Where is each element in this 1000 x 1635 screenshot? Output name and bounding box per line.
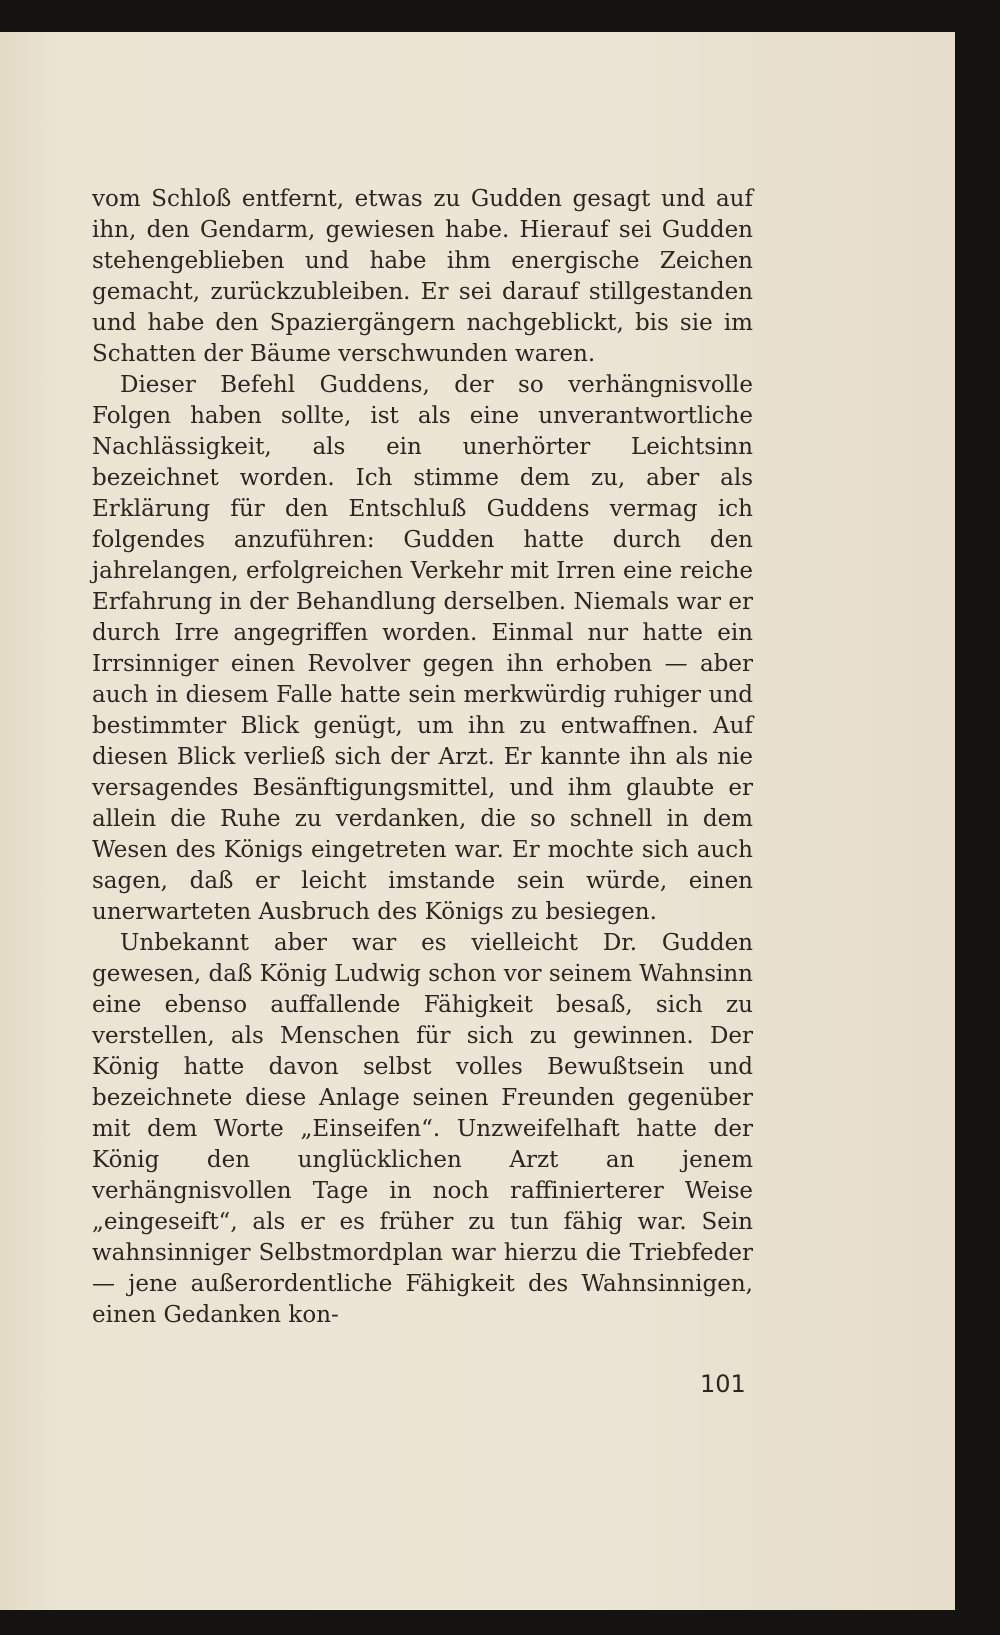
paragraph-1: vom Schloß entfernt, etwas zu Gudden gesagt und auf ihn, den Gendarm, gewiesen habe. Hierauf sei Gudden stehengeblieben und habe ihm energische Zeichen gemacht, zurückzubleiben. Er sei darauf stillgestanden und habe den Spaziergängern nachgeblickt, bis sie im Schatten der Bäume verschwunden waren. xyxy=(92,186,753,367)
page-number: 101 xyxy=(700,1370,746,1398)
paragraph-3: Unbekannt aber war es vielleicht Dr. Gudden gewesen, daß König Ludwig schon vor seinem Wahnsinn eine ebenso auffallende Fähigkeit besaß, sich zu verstellen, als Menschen für sich zu gewinnen. Der König hatte davon selbst volles Bewußtsein und bezeichnete diese Anlage seinen Freunden gegenüber mit dem Worte „Einseifen“. Unzweifelhaft hatte der König den unglücklichen Arzt an jenem verhängnisvollen Tage in noch raffinierterer Weise „eingeseift“, als er es früher zu tun fähig war. Sein wahnsinniger Selbstmordplan war hierzu die Triebfeder — jene außerordentliche Fähigkeit des Wahnsinnigen, einen Gedanken kon- xyxy=(92,930,753,1328)
body-text xyxy=(92,184,753,1331)
background-edge xyxy=(955,0,1000,1635)
book-page xyxy=(0,32,955,1610)
paragraph-2: Dieser Befehl Guddens, der so verhängnisvolle Folgen haben sollte, ist als eine unverantwortliche Nachlässigkeit, als ein unerhörter Leichtsinn bezeichnet worden. Ich stimme dem zu, aber als Erklärung für den Entschluß Guddens vermag ich folgendes anzuführen: Gudden hatte durch den jahrelangen, erfolgreichen Verkehr mit Irren eine reiche Erfahrung in der Behandlung derselben. Niemals war er durch Irre angegriffen worden. Einmal nur hatte ein Irrsinniger einen Revolver gegen ihn erhoben — aber auch in diesem Falle hatte sein merkwürdig ruhiger und bestimmter Blick genügt, um ihn zu entwaffnen. Auf diesen Blick verließ sich der Arzt. Er kannte ihn als nie versagendes Besänftigungsmittel, und ihm glaubte er allein die Ruhe zu verdanken, die so schnell in dem Wesen des Königs eingetreten war. Er mochte sich auch sagen, daß er leicht imstande sein würde, einen unerwarteten Ausbruch des Königs zu besiegen. xyxy=(92,372,753,925)
